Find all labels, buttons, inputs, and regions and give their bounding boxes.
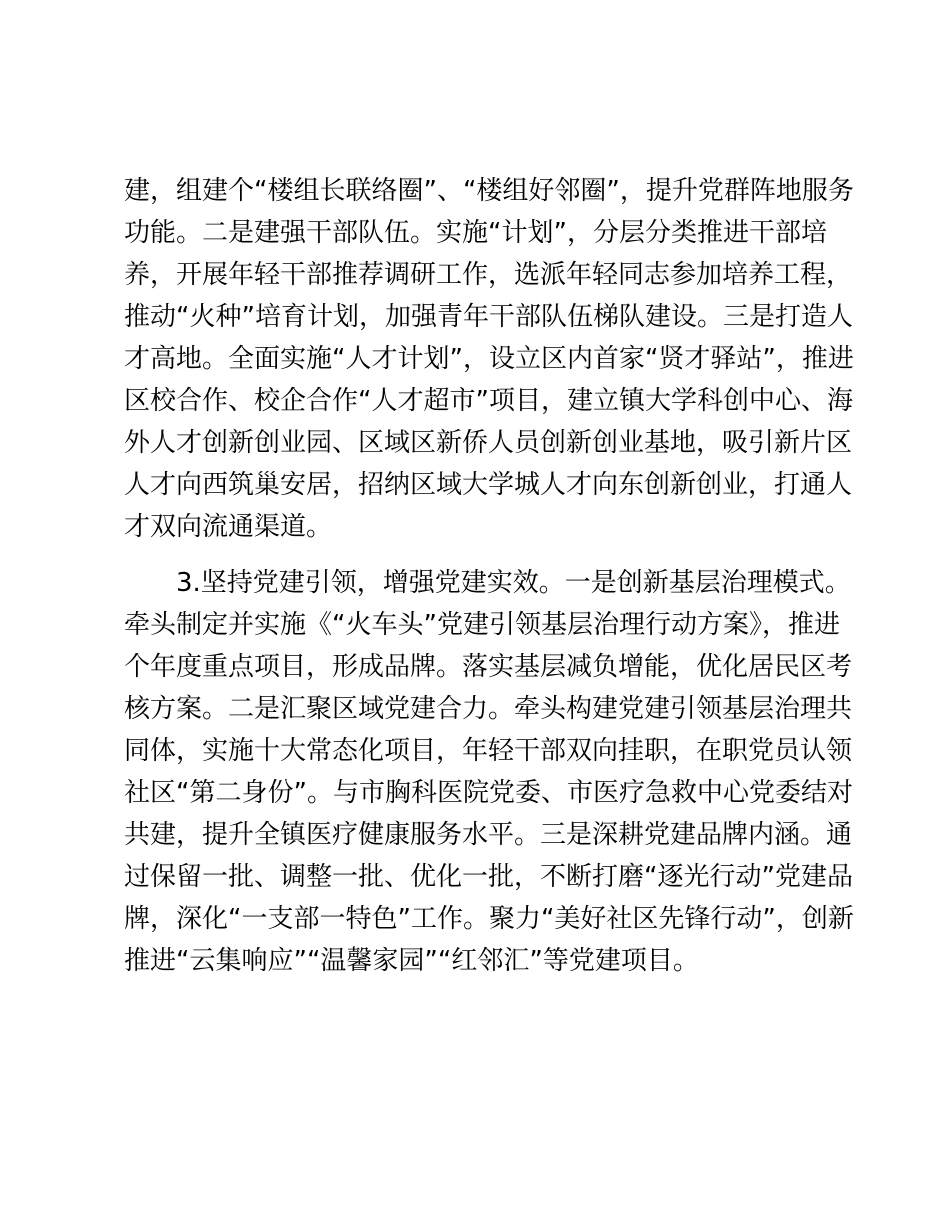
section-3-paragraph — [124, 562, 854, 982]
paragraph-line: 功能。二是建强干部队伍。实施“计划”，分层分类推进干部培 — [124, 218, 827, 248]
paragraph-line: 核方案。二是汇聚区域党建合力。牵头构建党建引领基层治理共 — [124, 694, 853, 724]
paragraph-line: 过保留一批、调整一批、优化一批，不断打磨“逐光行动”党建品 — [124, 862, 853, 892]
paragraph-line: 推进“云集响应”“温馨家园”“红邻汇”等党建项目。 — [124, 946, 699, 976]
paragraph-line: 牵头制定并实施《“火车头”党建引领基层治理行动方案》，推进 — [124, 610, 840, 640]
paragraph-line: 建，组建个“楼组长联络圈”、“楼组好邻圈”，提升党群阵地服务 — [124, 176, 854, 206]
paragraph-line: 才高地。全面实施“人才计划”，设立区内首家“贤才驿站”，推进 — [124, 344, 854, 374]
paragraph-line: 同体，实施十大常态化项目，年轻干部双向挂职，在职党员认领 — [124, 736, 853, 766]
paragraph-line: 推动“火种”培育计划，加强青年干部队伍梯队建设。三是打造人 — [124, 302, 853, 332]
paragraph-line: 牌，深化“一支部一特色”工作。聚力“美好社区先锋行动”，创新 — [124, 904, 854, 934]
paragraph-line: 人才向西筑巢安居，招纳区域大学城人才向东创新创业，打通人 — [124, 470, 853, 500]
paragraph-line: 区校合作、校企合作“人才超市”项目，建立镇大学科创中心、海 — [124, 386, 853, 416]
paragraph-line: 社区“第二身份”。与市胸科医院党委、市医疗急救中心党委结对 — [124, 778, 853, 808]
paragraph-line: 才双向流通渠道。 — [124, 512, 333, 542]
paragraph-line: 共建，提升全镇医疗健康服务水平。三是深耕党建品牌内涵。通 — [124, 820, 853, 850]
paragraph-line: 个年度重点项目，形成品牌。落实基层减负增能，优化居民区考 — [124, 652, 853, 682]
continued-paragraph — [124, 170, 854, 548]
section-heading-line: 3.坚持党建引领，增强党建实效。一是创新基层治理模式。 — [176, 568, 851, 598]
paragraph-line: 养，开展年轻干部推荐调研工作，选派年轻同志参加培养工程， — [124, 260, 853, 290]
paragraph-line: 外人才创新创业园、区域区新侨人员创新创业基地，吸引新片区 — [124, 428, 853, 458]
